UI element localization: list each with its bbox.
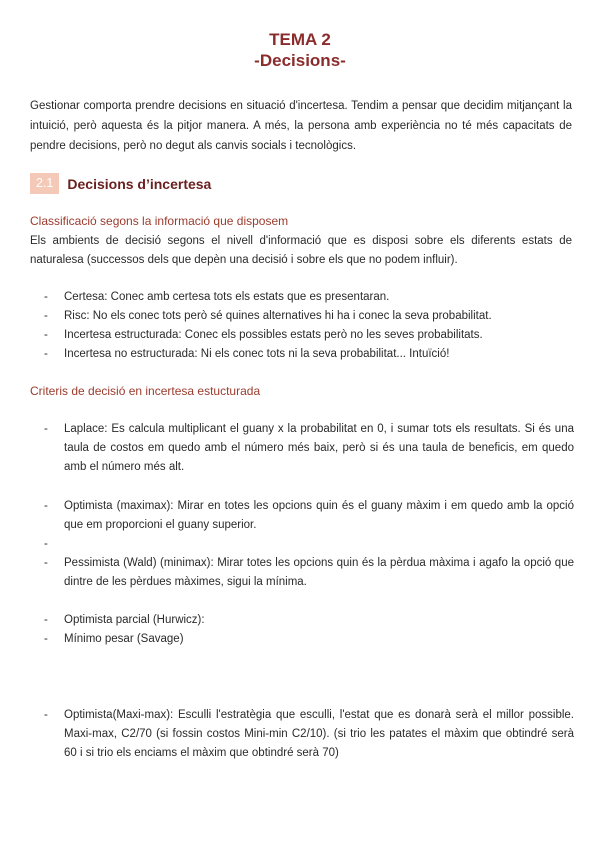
classification-text: Els ambients de decisió segons el nivell d'informació que es disposi sobre els diferents estats de naturalesa (successos dels que depèn una decisió i sobre els que no podem influir). [30,235,572,266]
list-item: - Incertesa no estructurada: Ni els conec tots ni la seva probabilitat... Intuïció! [44,345,574,364]
criteria-heading: Criteris de decisió en incertesa estucturada [30,384,261,398]
classification-heading: Classificació segons la informació que disposem [30,214,289,228]
classification-list [44,288,574,364]
list-item-maximax: - Optimista(Maxi-max): Esculli l'estratègia que esculli, l'estat que es donarà serà el millor possible. Maxi-max, C2/70 (si fossin costos Mini-min C2/10). (si trio les patates el màxim que obtindré serà 60 i si trio els enciams el màxim que obtindré serà 70) [44,706,574,763]
list-item-pessimista: - Pessimista (Wald) (minimax): Mirar totes les opcions quin és la pèrdua màxima i agafo la opció que dintre de les pèrdues màximes, sigui la mínima. [44,554,574,592]
intro-paragraph: Gestionar comporta prendre decisions en situació d'incertesa. Tendim a pensar que decidim mitjançant la intuició, però aquesta és la pitjor manera. A més, la persona amb experiència no té més capacitats de pendre decisions, però no degut als canvis socials i tecnològics. [30,100,572,152]
list-item: - Certesa: Conec amb certesa tots els estats que es presentaran. [44,288,574,307]
list-item-laplace: - Laplace: Es calcula multiplicant el guany x la probabilitat en 0, i sumar tots els resultats. Si és una taula de costos em quedo amb el número més baix, però si és una taula de beneficis, em quedo amb el número més alt. [44,420,574,477]
criteria-list-laplace [44,420,574,477]
criteria-list-maximax [44,706,574,763]
list-item-optimista: - Optimista (maximax): Mirar en totes les opcions quin és el guany màxim i em quedo amb la opció que em proporcioni el guany superior. [44,497,574,535]
title-block [0,30,600,72]
section-number: 2.1 [30,173,59,194]
list-item: - Incertesa estructurada: Conec els possibles estats però no les seves probabilitats. [44,326,574,345]
page-subtitle: -Decisions- [254,51,346,70]
list-item-savage: - Mínimo pesar (Savage) [44,630,574,649]
page-title: TEMA 2 [269,30,331,49]
list-item: - Risc: No els conec tots però sé quines alternatives hi ha i conec la seva probabilitat. [44,307,574,326]
list-item-empty [44,535,574,554]
criteria-list-main [44,497,574,592]
section-title: Decisions d’incertesa [67,175,212,192]
list-item-hurwicz: - Optimista parcial (Hurwicz): [44,611,574,630]
section-heading [30,173,211,194]
criteria-list-partial [44,611,574,649]
